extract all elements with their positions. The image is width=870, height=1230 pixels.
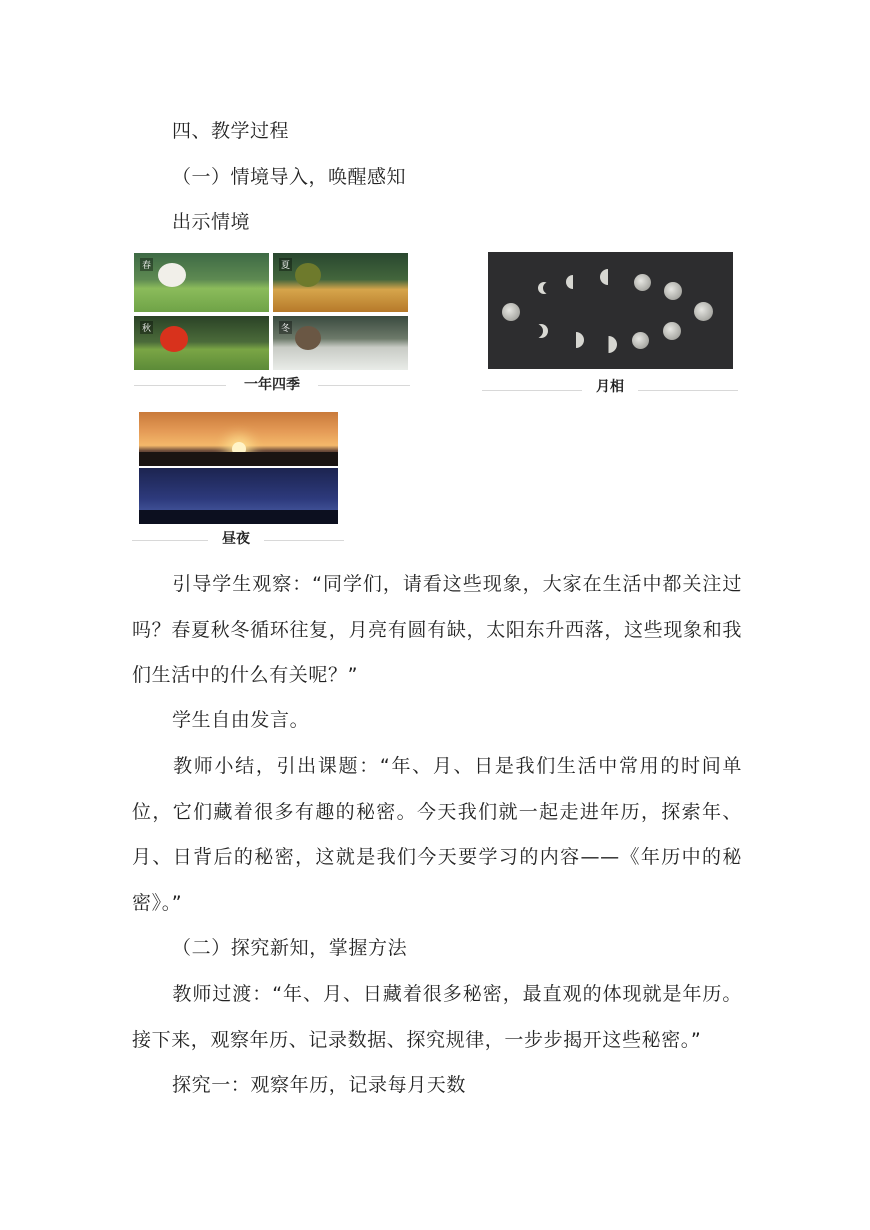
- bare-tree-icon: [295, 326, 321, 350]
- moon-phase-icon: [538, 282, 550, 294]
- summer-image: [273, 253, 408, 312]
- blossom-tree-icon: [158, 263, 186, 287]
- subsection-heading-2: （二）探究新知，掌握方法: [172, 937, 408, 959]
- moon-caption: 月相: [582, 376, 638, 396]
- moon-phase-icon: [600, 269, 616, 285]
- treeline: [139, 510, 338, 524]
- moon-phase-icon: [568, 332, 584, 348]
- paragraph-teacher-summary: 教师小结，引出课题：“年、月、日是我们生活中常用的时间单位，它们藏着很多有趣的秘密。今天我们就一起走进年历，探索年、月、日背后的秘密，这就是我们今天要学习的内容——《年历中的秘密》。”: [132, 755, 742, 914]
- spring-image: [134, 253, 269, 312]
- autumn-tag: 秋: [140, 321, 153, 334]
- daynight-caption: 昼夜: [208, 528, 264, 548]
- paragraph-teacher-transition: 教师过渡：“年、月、日藏着很多秘密，最直观的体现就是年历。接下来，观察年历、记录数据、探究规律，一步步揭开这些秘密。”: [132, 983, 742, 1051]
- winter-image: [273, 316, 408, 370]
- red-tree-icon: [160, 326, 188, 352]
- moon-phase-icon: [663, 322, 681, 340]
- winter-tag: 冬: [279, 321, 292, 334]
- moon-phases-figure: [482, 250, 738, 398]
- moon-phase-icon: [664, 282, 682, 300]
- autumn-image: [134, 316, 269, 370]
- moon-phase-icon: [600, 336, 617, 353]
- summer-tag: 夏: [279, 258, 292, 271]
- seasons-caption: 一年四季: [226, 374, 318, 394]
- moon-phase-icon: [632, 332, 649, 349]
- moon-phase-icon: [502, 303, 520, 321]
- moon-phase-icon: [534, 324, 548, 338]
- seasons-figure: [134, 253, 410, 395]
- spring-tag: 春: [140, 258, 153, 271]
- treeline: [139, 452, 338, 466]
- day-night-figure: [132, 408, 344, 552]
- moon-phases-image: [488, 252, 733, 369]
- night-image: [139, 468, 338, 524]
- paragraph-inquiry-one: 探究一：观察年历，记录每月天数: [172, 1074, 467, 1096]
- section-heading: 四、教学过程: [172, 120, 290, 142]
- summer-tree-icon: [295, 263, 321, 287]
- paragraph-students-speak: 学生自由发言。: [172, 709, 310, 731]
- show-situation-label: 出示情境: [172, 211, 251, 233]
- subsection-heading-1: （一）情境导入，唤醒感知: [172, 166, 407, 188]
- moon-phase-icon: [694, 302, 713, 321]
- sunset-image: [139, 412, 338, 466]
- paragraph-observe: 引导学生观察：“同学们，请看这些现象，大家在生活中都关注过吗？春夏秋冬循环往复，月亮有圆有缺，太阳东升西落，这些现象和我们生活中的什么有关呢？”: [132, 573, 742, 686]
- moon-phase-icon: [566, 275, 580, 289]
- moon-phase-icon: [634, 274, 651, 291]
